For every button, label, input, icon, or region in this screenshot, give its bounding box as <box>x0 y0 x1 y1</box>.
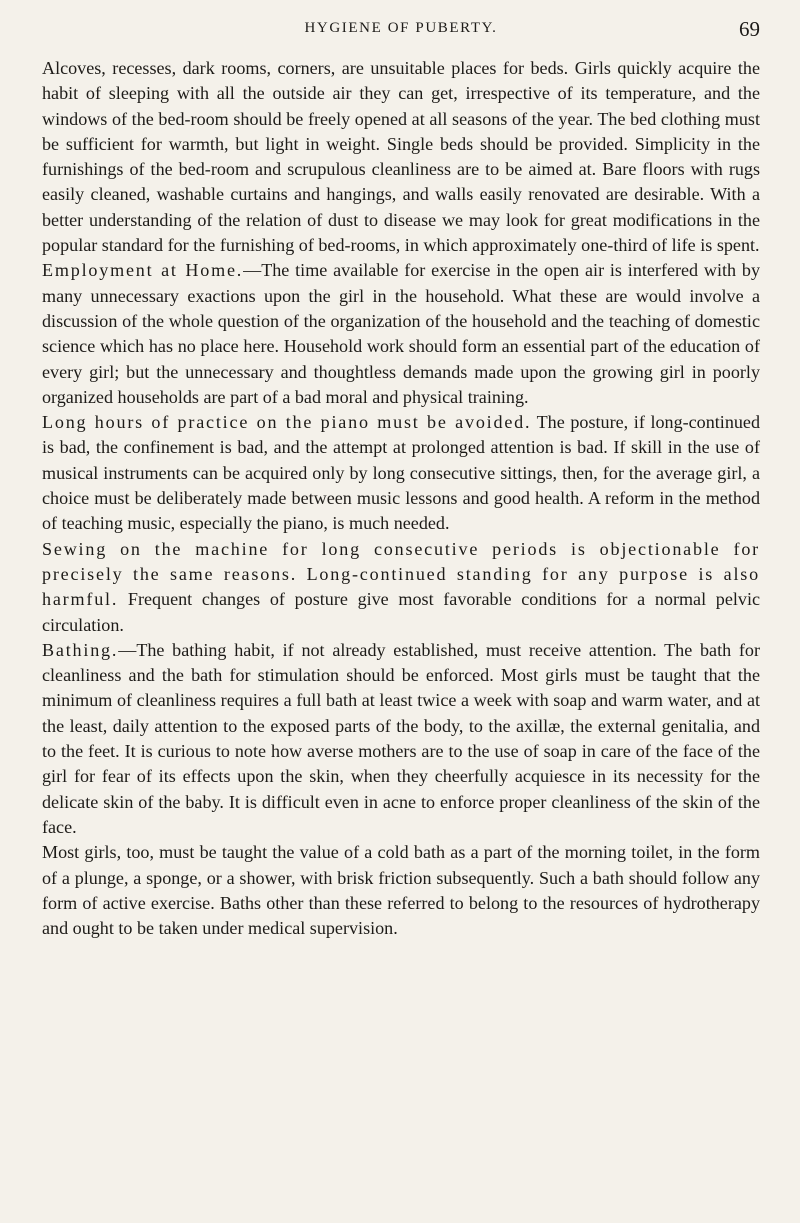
paragraph-employment-at-home <box>42 258 760 410</box>
run-in-heading-bathing: Bathing. <box>42 639 119 660</box>
paragraph-bed-rooms <box>42 56 760 258</box>
paragraph-bathing <box>42 638 760 840</box>
paragraph-text: Alcoves, recesses, dark rooms, corners, are unsuitable places for beds. Girls quickly acquire the habit of sleeping with all the outside air they can get, irrespective of its temperature, and the windows of the bed-room should be freely opened at all seasons of the year. The bed clothing must be sufficient for warmth, but light in weight. Single beds should be provided. Simplicity in the furnishings of the bed-room and scrupulous cleanliness are to be aimed at. Bare floors with rugs easily cleaned, washable curtains and hangings, and walls easily renovated are desirable. With a better understanding of the relation of dust to disease we may look for great modifications in the popular standard for the furnishing of bed-rooms, in which approximately one-third of life is spent. <box>42 58 760 256</box>
paragraph-sewing-machine <box>42 537 760 638</box>
paragraph-text: The posture, if long-continued is bad, the confinement is bad, and the attempt at prolonged attention is bad. If skill in the use of musical instruments can be acquired only by long consecutive sittings, then, for the average girl, a choice must be deliberately made between music lessons and good health. A reform in the method of teaching music, especially the piano, is much needed. <box>42 412 760 534</box>
run-in-heading-sewing: Sewing on the machine for long consecutive periods is objectionable for precisely the same reasons. Long-continued standing for any purpose is also harmful. <box>42 538 760 610</box>
run-in-heading-employment: Employment at Home. <box>42 260 244 281</box>
paragraph-text: —The bathing habit, if not already established, must receive attention. The bath for cleanliness and the bath for stimulation should be enforced. Most girls must be taught that the minimum of cleanliness requires a full bath at least twice a week with soap and warm water, and at the least, daily attention to the exposed parts of the body, to the axillæ, the external genitalia, and to the feet. It is curious to note how averse mothers are to the use of soap in care of the face of the girl for fear of its effects upon the skin, when they cheerfully acquiesce in its necessity for the delicate skin of the baby. It is difficult even in acne to enforce proper cleanliness of the skin of the face. <box>42 639 760 837</box>
running-head <box>42 17 760 46</box>
paragraph-text: Most girls, too, must be taught the value of a cold bath as a part of the morning toilet, in the form of a plunge, a sponge, or a shower, with brisk friction subsequently. Such a bath should follow any form of active exercise. Baths other than these referred to belong to the resources of hydrotherapy and ought to be taken under medical supervision. <box>42 842 760 939</box>
paragraph-text: Frequent changes of posture give most favorable conditions for a normal pelvic circulation. <box>42 589 760 635</box>
run-in-heading-piano: Long hours of practice on the piano must be avoided. <box>42 412 532 433</box>
page-number: 69 <box>739 17 760 41</box>
paragraph-cold-bath <box>42 840 760 941</box>
running-title: HYGIENE OF PUBERTY. <box>304 20 498 36</box>
paragraph-text: —The time available for exercise in the open air is interfered with by many unnecessary exactions upon the girl in the household. What these are would involve a discussion of the whole question of the organization of the household and the teaching of domestic science which has no place here. Household work should form an essential part of the education of every girl; but the unnecessary and thoughtless demands made upon the growing girl in poorly organized households are part of a bad moral and physical training. <box>42 260 760 407</box>
body-text <box>42 56 760 941</box>
paragraph-piano-practice <box>42 410 760 536</box>
